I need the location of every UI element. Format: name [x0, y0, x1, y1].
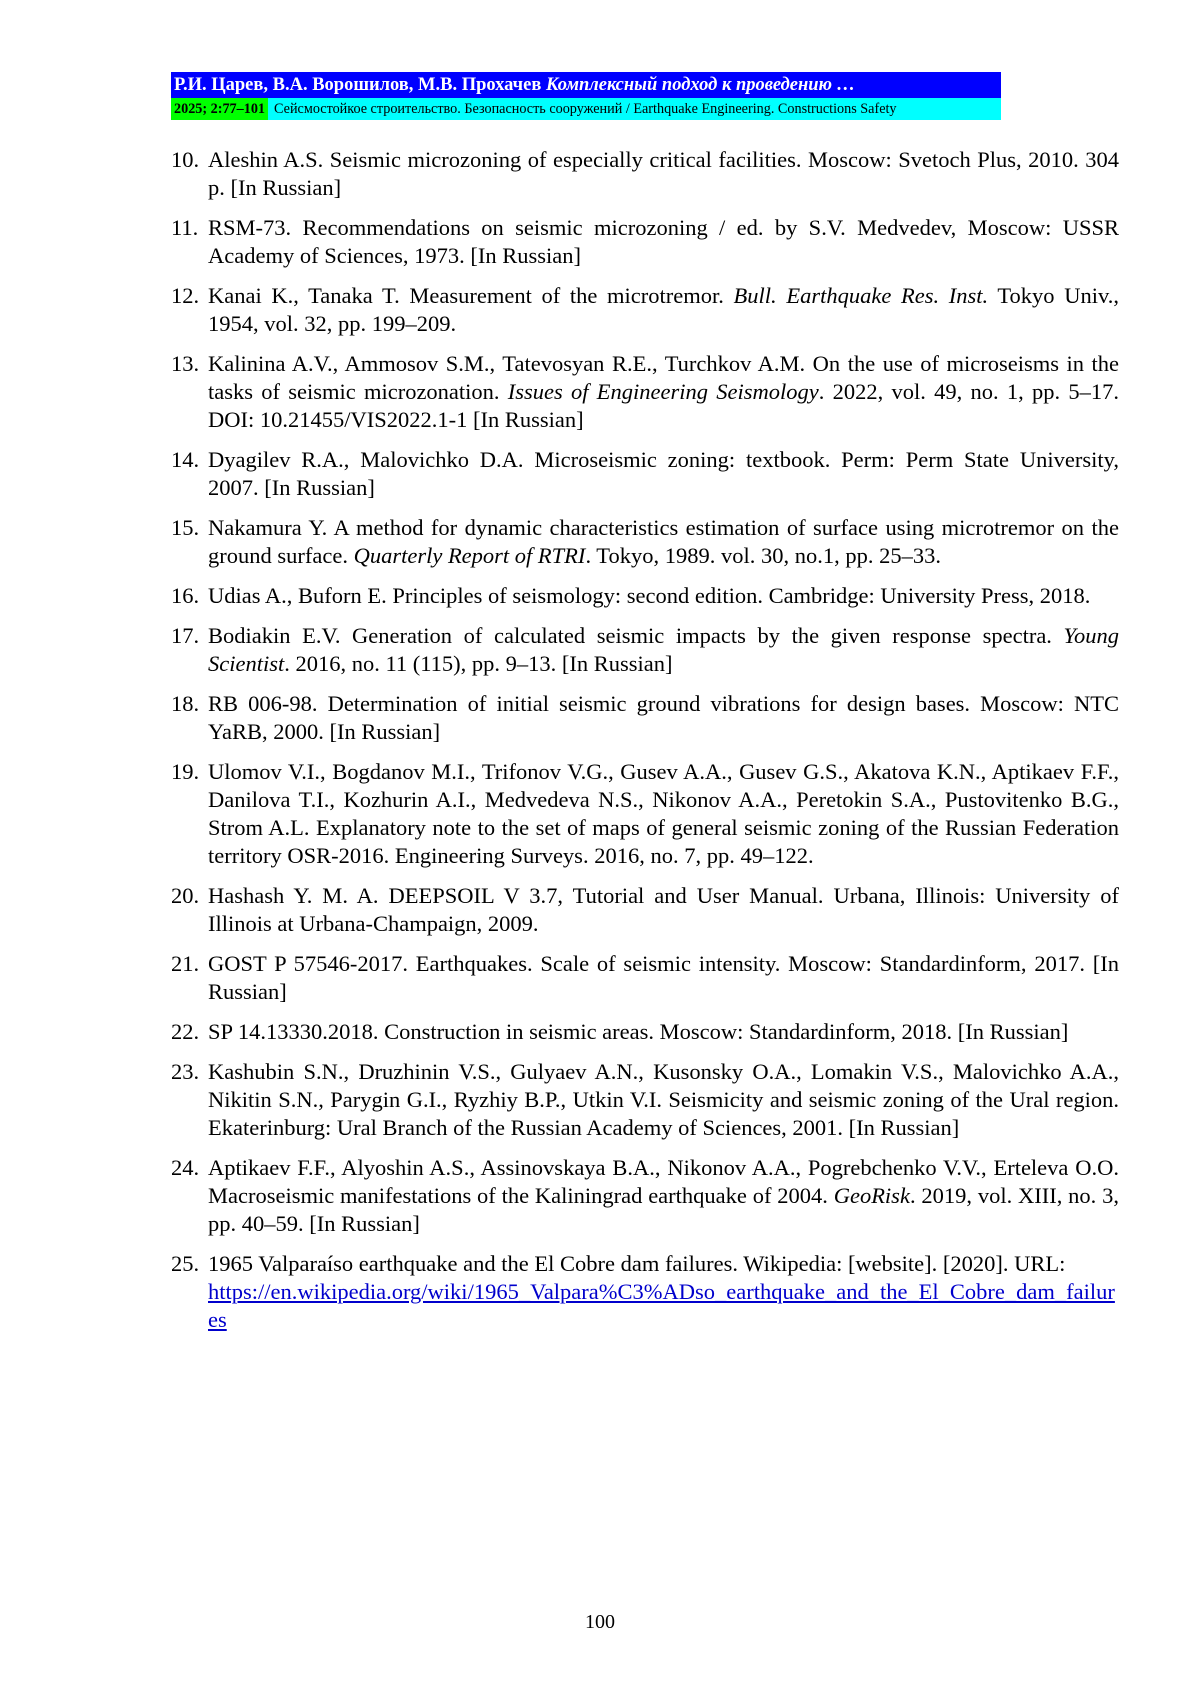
reference-source-title: Bull. Earthquake Res. Inst. — [734, 283, 989, 308]
header-journal: Сейсмостойкое строительство. Безопасность сооружений / Earthquake Engineering. Constructions Safety — [268, 98, 1001, 120]
reference-text: RSM-73. Recommendations on seismic microzoning / ed. by S.V. Medvedev, Moscow: USSR Academy of Sciences, 1973. [In Russian] — [208, 214, 1119, 270]
reference-text — [208, 622, 1119, 678]
reference-number: 20. — [171, 882, 199, 910]
reference-text: Ulomov V.I., Bogdanov M.I., Trifonov V.G., Gusev A.A., Gusev G.S., Akatova K.N., Aptikaev F.F., Danilova T.I., Kozhurin A.I., Medvedeva N.S., Nikonov A.A., Peretokin S.A., Pustovitenko B.G., Strom A.L. Explanatory note to the set of maps of general seismic zoning of the Russian Federation territory OSR-2016. Engineering Surveys. 2016, no. 7, pp. 49–122. — [208, 758, 1119, 870]
reference-text — [208, 282, 1119, 338]
reference-text-part: Kalinina A.V., Ammosov S.M., Tatevosyan R.E., Turchkov A.M. On the use of microseisms in the tasks of seismic microzonation. — [208, 351, 1119, 404]
reference-item — [171, 1154, 1119, 1238]
reference-number: 19. — [171, 758, 199, 786]
running-header — [171, 72, 1001, 120]
reference-text: Hashash Y. M. A. DEEPSOIL V 3.7, Tutorial and User Manual. Urbana, Illinois: University of Illinois at Urbana-Champaign, 2009. — [208, 882, 1119, 938]
reference-text-part: Bodiakin E.V. Generation of calculated seismic impacts by the given response spectra. — [208, 623, 1064, 648]
page-number: 100 — [0, 1611, 1200, 1634]
reference-item — [171, 350, 1119, 434]
reference-text: GOST P 57546-2017. Earthquakes. Scale of seismic intensity. Moscow: Standardinform, 2017. [In Russian] — [208, 950, 1119, 1006]
reference-text: RB 006-98. Determination of initial seismic ground vibrations for design bases. Moscow: NTC YaRB, 2000. [In Russian] — [208, 690, 1119, 746]
reference-item — [171, 446, 1119, 502]
reference-number: 18. — [171, 690, 199, 718]
header-journal-bar — [171, 98, 1001, 120]
reference-url-link[interactable]: https://en.wikipedia.org/wiki/1965_Valpara%C3%ADso_earthquake_and_the_El_Cobre_dam_failures — [208, 1278, 1119, 1334]
reference-list — [171, 146, 1119, 1346]
reference-number: 11. — [171, 214, 198, 242]
reference-item — [171, 282, 1119, 338]
reference-number: 14. — [171, 446, 199, 474]
reference-text: Dyagilev R.A., Malovichko D.A. Microseismic zoning: textbook. Perm: Perm State University, 2007. [In Russian] — [208, 446, 1119, 502]
reference-item — [171, 1018, 1119, 1046]
reference-text-part: . Tokyo, 1989. vol. 30, no.1, pp. 25–33. — [585, 543, 941, 568]
reference-text-part: . 2022, vol. 49, no. 1, pp. 5–17. DOI: 10.21455/VIS2022.1-1 [In Russian] — [208, 379, 1119, 432]
reference-source-title: GeoRisk — [834, 1183, 910, 1208]
reference-number: 15. — [171, 514, 199, 542]
reference-text — [208, 1250, 1119, 1334]
reference-item — [171, 690, 1119, 746]
reference-number: 24. — [171, 1154, 199, 1182]
reference-item — [171, 1250, 1119, 1334]
reference-text: SP 14.13330.2018. Construction in seismic areas. Moscow: Standardinform, 2018. [In Russian] — [208, 1018, 1119, 1046]
reference-number: 21. — [171, 950, 199, 978]
reference-item — [171, 758, 1119, 870]
reference-number: 23. — [171, 1058, 199, 1086]
reference-item — [171, 1058, 1119, 1142]
reference-item — [171, 882, 1119, 938]
reference-number: 25. — [171, 1250, 199, 1278]
reference-number: 16. — [171, 582, 199, 610]
reference-item — [171, 514, 1119, 570]
reference-text-part: Nakamura Y. A method for dynamic characteristics estimation of surface using microtremor on the ground surface. — [208, 515, 1119, 568]
header-authors: Р.И. Царев, В.А. Ворошилов, М.В. Прохачев — [174, 75, 541, 95]
reference-text — [208, 514, 1119, 570]
reference-source-title: Issues of Engineering Seismology — [508, 379, 819, 404]
reference-text-part: . 2019, vol. XIII, no. 3, pp. 40–59. [In Russian] — [208, 1183, 1119, 1236]
reference-item — [171, 622, 1119, 678]
reference-number: 13. — [171, 350, 199, 378]
reference-text: Kashubin S.N., Druzhinin V.S., Gulyaev A.N., Kusonsky O.A., Lomakin V.S., Malovichko A.A., Nikitin S.N., Parygin G.I., Ryzhiy B.P., Utkin V.I. Seismicity and seismic zoning of the Ural region. Ekaterinburg: Ural Branch of the Russian Academy of Sciences, 2001. [In Russian] — [208, 1058, 1119, 1142]
reference-text — [208, 350, 1119, 434]
reference-source-title: Quarterly Report of RTRI — [354, 543, 586, 568]
reference-item — [171, 146, 1119, 202]
reference-item — [171, 582, 1119, 610]
reference-text — [208, 1154, 1119, 1238]
reference-item — [171, 950, 1119, 1006]
reference-number: 17. — [171, 622, 199, 650]
header-title: Комплексный подход к проведению … — [546, 75, 855, 95]
reference-text-part: Tokyo Univ., 1954, vol. 32, pp. 199–209. — [208, 283, 1119, 336]
reference-text: Udias A., Buforn E. Principles of seismology: second edition. Cambridge: University Press, 2018. — [208, 582, 1119, 610]
reference-number: 10. — [171, 146, 199, 174]
reference-source-title: Young Scientist — [208, 623, 1119, 676]
header-authors-title-bar — [171, 72, 1001, 98]
reference-number: 22. — [171, 1018, 199, 1046]
reference-text-part: . 2016, no. 11 (115), pp. 9–13. [In Russian] — [284, 651, 672, 676]
reference-text: Aleshin A.S. Seismic microzoning of especially critical facilities. Moscow: Svetoch Plus, 2010. 304 p. [In Russian] — [208, 146, 1119, 202]
reference-number: 12. — [171, 282, 199, 310]
reference-text-part: Kanai K., Tanaka T. Measurement of the microtremor. — [208, 283, 734, 308]
header-issue: 2025; 2:77‒101 — [171, 98, 268, 120]
reference-text-part: Aptikaev F.F., Alyoshin A.S., Assinovskaya B.A., Nikonov A.A., Pogrebchenko V.V., Erteleva O.O. Macroseismic manifestations of the Kaliningrad earthquake of 2004. — [208, 1155, 1119, 1208]
reference-item — [171, 214, 1119, 270]
reference-text-part: 1965 Valparaíso earthquake and the El Cobre dam failures. Wikipedia: [website]. [2020]. URL: — [208, 1251, 1065, 1276]
